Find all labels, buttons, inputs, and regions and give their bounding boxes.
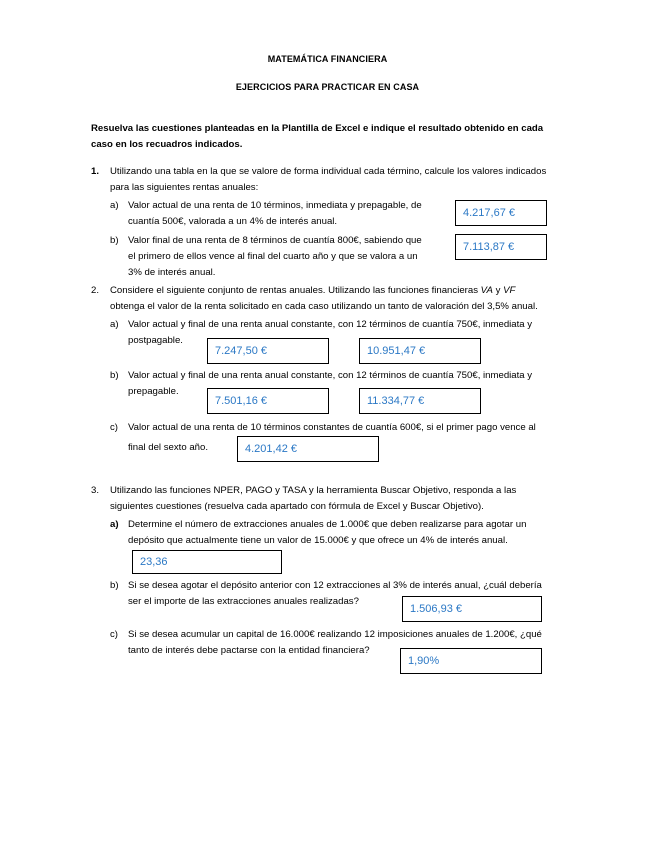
q1-statement — [110, 164, 562, 196]
intro-line-2: caso en los recuadros indicados. — [91, 139, 243, 150]
q2-statement — [110, 283, 562, 315]
q2-c-answer-box[interactable] — [237, 436, 379, 462]
q1-b-line-1: Valor final de una renta de 8 términos de cuantía 800€, sabiendo que — [128, 235, 422, 246]
q2-line-1-text: Considere el siguiente conjunto de rentas anuales. Utilizando las funciones financieras — [110, 285, 478, 296]
intro-line-1: Resuelva las cuestiones planteadas en la Plantilla de Excel e indique el resultado obtenido en cada — [91, 123, 544, 134]
q2-b-letter: b) — [110, 370, 119, 381]
intro-paragraph — [91, 121, 561, 153]
q3-b-line-1: Si se desea agotar el depósito anterior con 12 extracciones al 3% de interés anual, ¿cuál debería — [128, 580, 542, 591]
q3-c-letter: c) — [110, 629, 118, 640]
q3-c-line-1: Si se desea acumular un capital de 16.000€ realizando 12 imposiciones anuales de 1.200€, ¿qué — [128, 629, 542, 640]
q2-conj: y — [495, 285, 501, 296]
q3-a-letter: a) — [110, 519, 119, 530]
q1-number: 1. — [91, 166, 100, 177]
q2-b-actual-answer: 7.501,16 € — [215, 395, 267, 407]
q2-number: 2. — [91, 285, 100, 296]
q1-b-statement — [128, 233, 443, 281]
q3-a-answer: 23,36 — [140, 556, 168, 568]
q2-b-final-answer-box[interactable] — [359, 388, 481, 414]
q3-line-1: Utilizando las funciones NPER, PAGO y TASA y la herramienta Buscar Objetivo, responda a las — [110, 485, 517, 496]
q1-a-answer-box[interactable] — [455, 200, 547, 226]
q2-b-statement — [128, 368, 562, 400]
q3-b-line-2: ser el importe de las extracciones anuales realizadas? — [128, 596, 359, 607]
q2-c-answer: 4.201,42 € — [245, 443, 297, 455]
q2-a-actual-answer: 7.247,50 € — [215, 345, 267, 357]
q1-line-2: para las siguientes rentas anuales: — [110, 182, 259, 193]
q2-a-final-answer: 10.951,47 € — [367, 345, 426, 357]
q1-a-line-2: cuantía 500€, valorada a un 4% de interés anual. — [128, 216, 338, 227]
q2-a-statement — [128, 317, 562, 349]
q2-a-actual-answer-box[interactable] — [207, 338, 329, 364]
q2-c-line-1: Valor actual de una renta de 10 términos constantes de cuantía 600€, si el primer pago vence al — [128, 422, 536, 433]
q2-fn-vf: VF — [503, 285, 516, 296]
q3-c-answer-box[interactable] — [400, 648, 542, 674]
q1-a-answer: 4.217,67 € — [463, 207, 515, 219]
q3-a-line-2: depósito que actualmente tiene un valor de 15.000€ y que ofrece un 4% de interés anual. — [128, 535, 508, 546]
q2-b-line-2: prepagable. — [128, 386, 179, 397]
q3-c-answer: 1,90% — [408, 655, 440, 667]
q1-b-answer: 7.113,87 € — [463, 241, 515, 253]
q3-line-2: siguientes cuestiones (resuelva cada apartado con fórmula de Excel y Buscar Objetivo). — [110, 501, 484, 512]
document-title: MATEMÁTICA FINANCIERA — [267, 54, 388, 64]
q2-b-actual-answer-box[interactable] — [207, 388, 329, 414]
q3-number: 3. — [91, 485, 100, 496]
q3-statement — [110, 483, 562, 515]
q2-a-line-1: Valor actual y final de una renta anual constante, con 12 términos de cuantía 750€, inmediata y — [128, 319, 533, 330]
q3-b-answer-box[interactable] — [402, 596, 542, 622]
q3-a-line-1: Determine el número de extracciones anuales de 1.000€ que deben realizarse para agotar un — [128, 519, 527, 530]
q1-a-letter: a) — [110, 200, 119, 211]
q1-line-1: Utilizando una tabla en la que se valore de forma individual cada término, calcule los valores indicados — [110, 166, 547, 177]
q1-a-statement — [128, 198, 443, 230]
q3-a-statement — [128, 517, 562, 549]
document-subtitle: EJERCICIOS PARA PRACTICAR EN CASA — [235, 82, 420, 92]
q1-a-line-1: Valor actual de una renta de 10 términos, inmediata y prepagable, de — [128, 200, 422, 211]
q1-b-line-3: 3% de interés anual. — [128, 267, 216, 278]
q3-a-answer-box[interactable] — [132, 550, 282, 574]
q2-a-line-2: postpagable. — [128, 335, 183, 346]
q2-c-line-2: final del sexto año. — [128, 442, 209, 453]
q1-b-answer-box[interactable] — [455, 234, 547, 260]
q2-line-1 — [110, 283, 562, 299]
q2-b-line-1: Valor actual y final de una renta anual constante, con 12 términos de cuantía 750€, inmediata y — [128, 370, 533, 381]
q2-a-letter: a) — [110, 319, 119, 330]
q2-a-final-answer-box[interactable] — [359, 338, 481, 364]
q2-line-2: obtenga el valor de la renta solicitado en cada caso utilizando un tanto de valoración del 3,5% anual. — [110, 301, 538, 312]
q1-b-line-2: el primero de ellos vence al final del cuarto año y que se valora a un — [128, 251, 418, 262]
q1-b-letter: b) — [110, 235, 119, 246]
q3-c-line-2: tanto de interés debe pactarse con la entidad financiera? — [128, 645, 370, 656]
q2-c-letter: c) — [110, 422, 118, 433]
q2-fn-va: VA — [480, 285, 493, 296]
q3-b-letter: b) — [110, 580, 119, 591]
q2-b-final-answer: 11.334,77 € — [367, 395, 425, 407]
q3-b-answer: 1.506,93 € — [410, 603, 462, 615]
